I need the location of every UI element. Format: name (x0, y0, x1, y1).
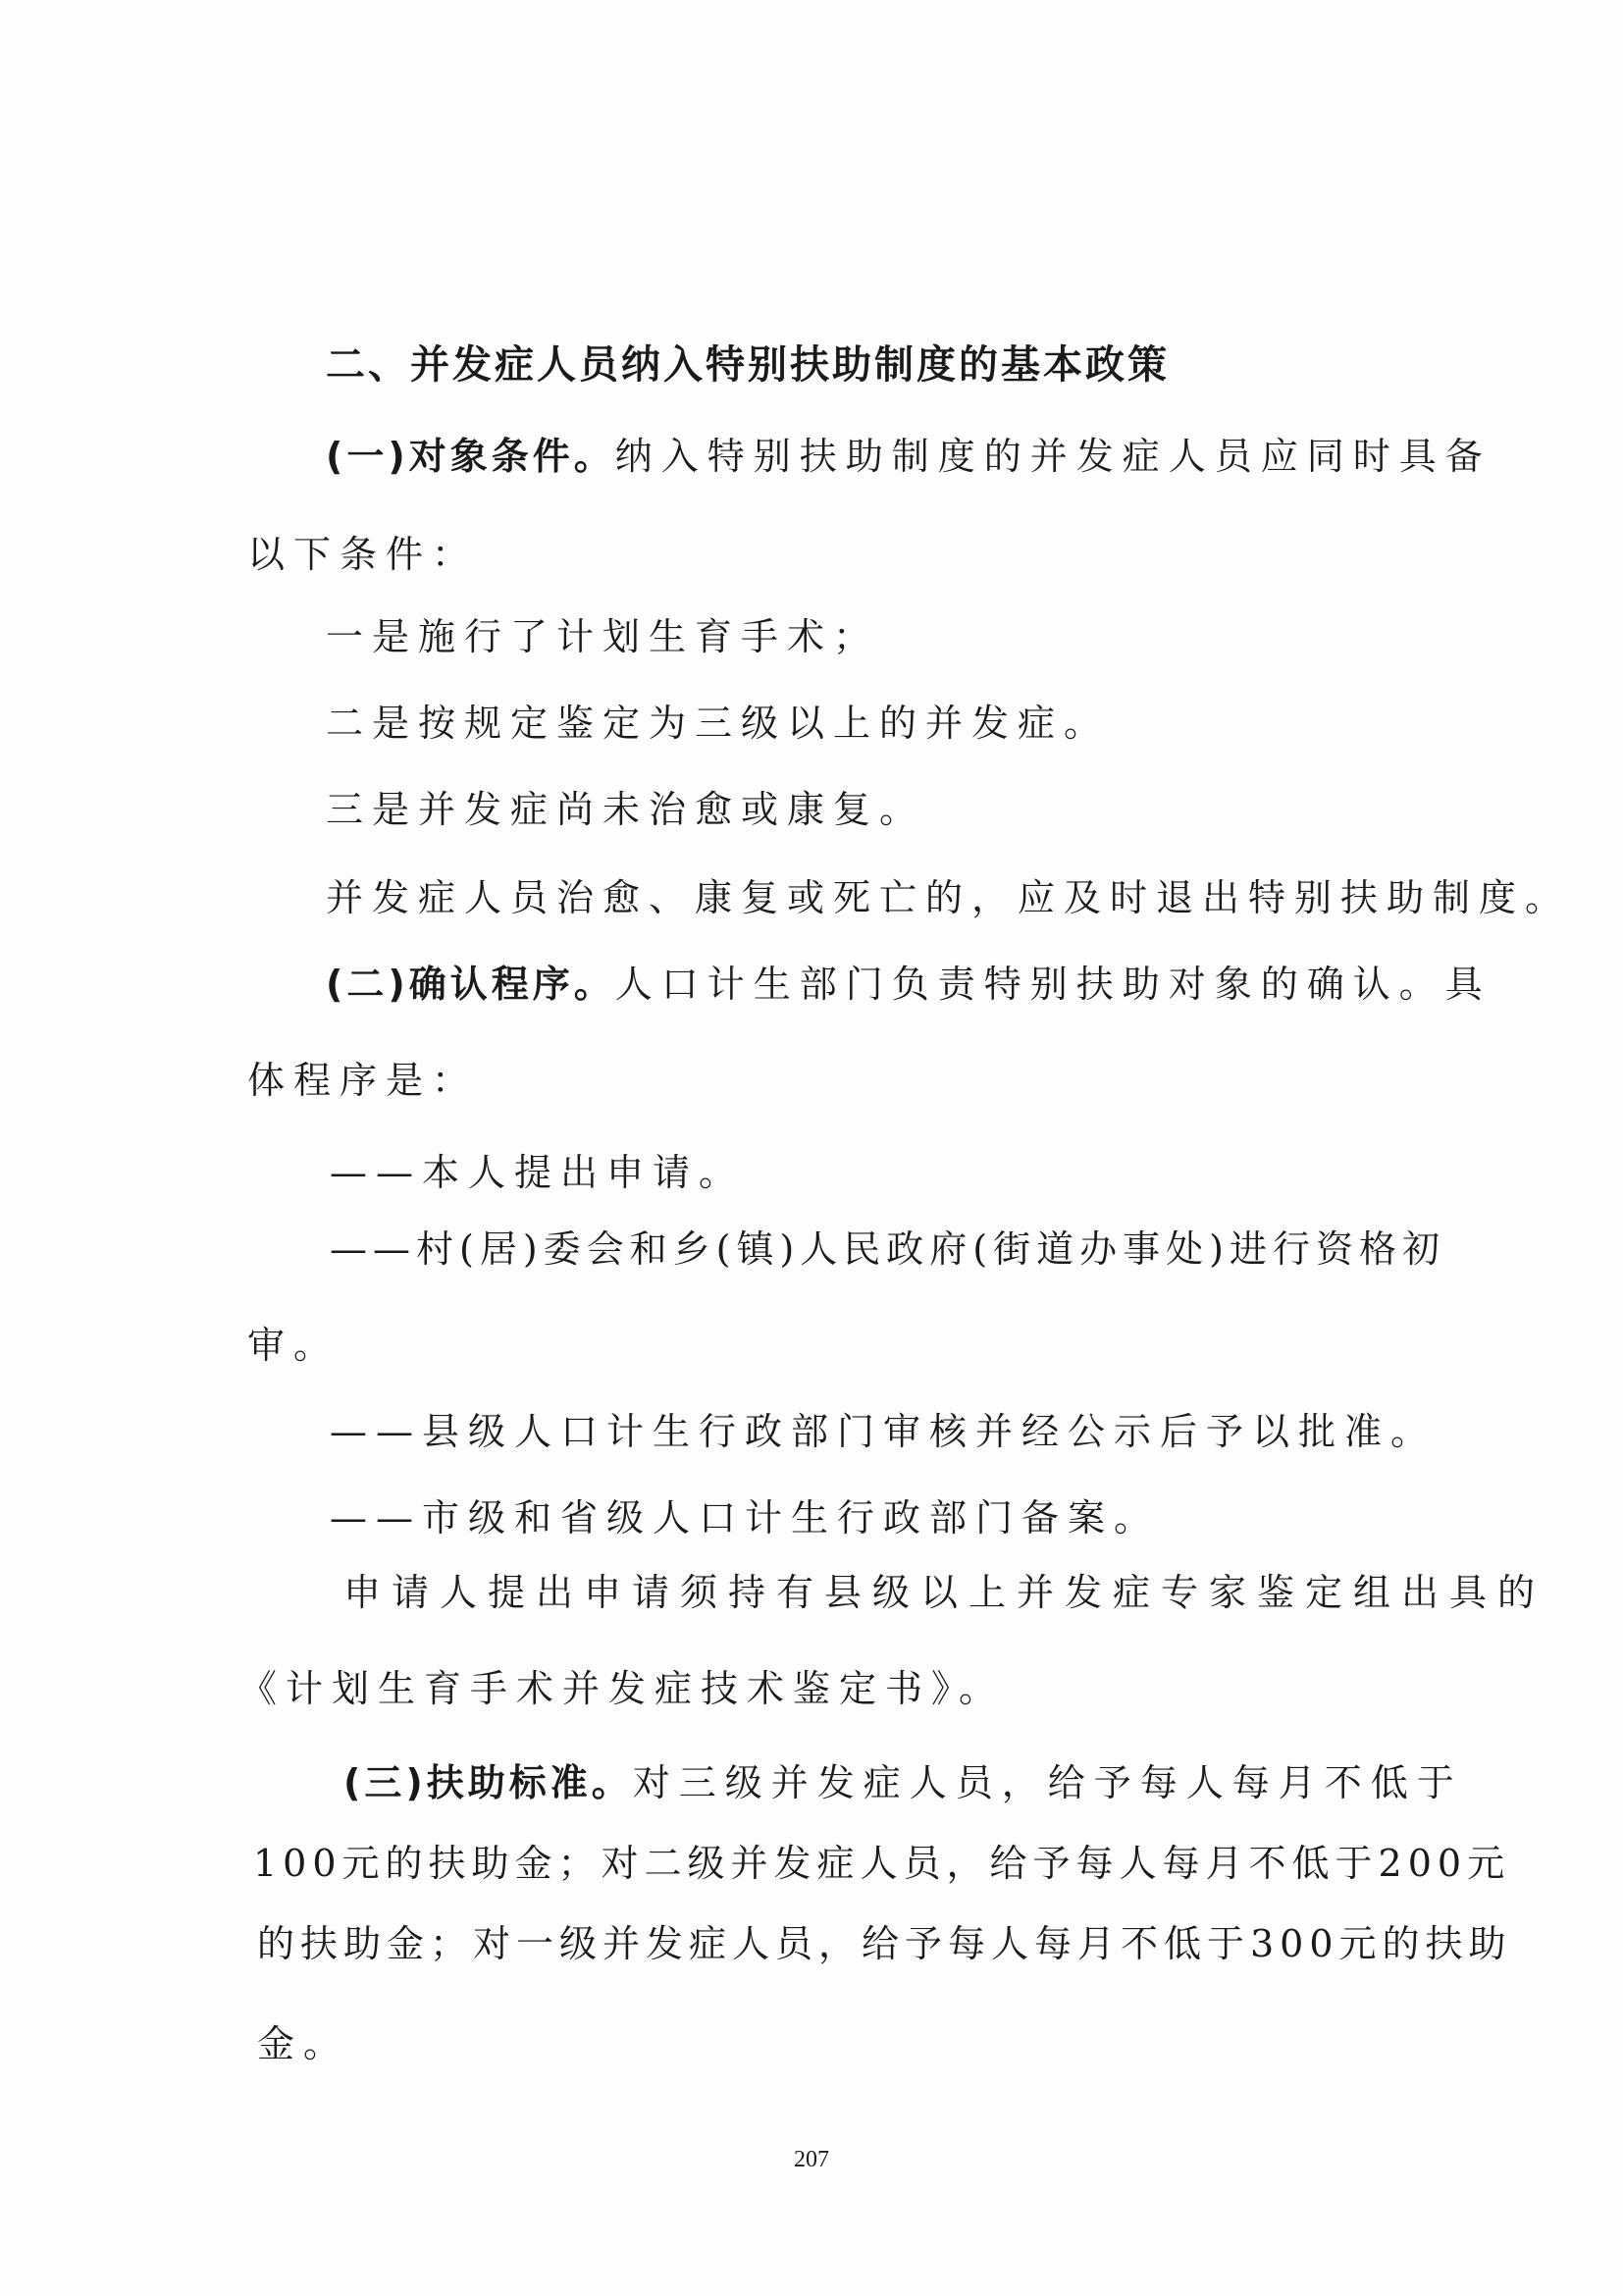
condition-item-1: 一是施行了计划生育手术； (326, 615, 880, 658)
paragraph-text: 对三级并发症人员，给予每人每月不低于 (632, 1761, 1463, 1804)
condition-item-3: 三是并发症尚未治愈或康复。 (326, 788, 926, 831)
procedure-step-2-continuation: 审。 (247, 1324, 340, 1367)
paragraph-continuation: 体程序是： (247, 1059, 479, 1102)
subheading-object-conditions: (一)对象条件。 (326, 435, 615, 478)
section-title: 二、并发症人员纳入特别扶助制度的基本政策 (326, 342, 1170, 388)
paragraph-confirmation-procedure (326, 963, 1492, 1006)
subheading-confirmation-procedure: (二)确认程序。 (326, 963, 615, 1006)
procedure-step-2: ——村(居)委会和乡(镇)人民政府(街道办事处)进行资格初 (330, 1227, 1445, 1271)
paragraph-assistance-standard (343, 1761, 1463, 1804)
paragraph-text: 人口计生部门负责特别扶助对象的确认。具 (614, 963, 1492, 1006)
paragraph-continuation: 的扶助金；对一级并发症人员，给予每人每月不低于300元的扶助 (257, 1922, 1512, 1965)
paragraph-object-conditions (326, 435, 1492, 478)
exit-rule: 并发症人员治愈、康复或死亡的，应及时退出特别扶助制度。 (326, 876, 1572, 919)
procedure-step-4: ——市级和省级人口计生行政部门备案。 (330, 1496, 1161, 1539)
paragraph-text: 纳入特别扶助制度的并发症人员应同时具备 (614, 435, 1492, 478)
application-note-continuation: 《计划生育手术并发症技术鉴定书》。 (239, 1667, 1006, 1710)
application-note: 申请人提出申请须持有县级以上并发症专家鉴定组出具的 (343, 1571, 1546, 1614)
page-number: 207 (794, 2147, 829, 2172)
subheading-assistance-standard: (三)扶助标准。 (343, 1761, 633, 1804)
condition-item-2: 二是按规定鉴定为三级以上的并发症。 (326, 702, 1111, 745)
procedure-step-3: ——县级人口计生行政部门审核并经公示后予以批准。 (330, 1410, 1438, 1453)
paragraph-continuation: 100元的扶助金；对二级并发症人员，给予每人每月不低于200元 (253, 1842, 1511, 1885)
paragraph-continuation: 以下条件： (247, 533, 479, 576)
paragraph-continuation: 金。 (257, 2022, 350, 2065)
procedure-step-1: ——本人提出申请。 (330, 1151, 746, 1194)
